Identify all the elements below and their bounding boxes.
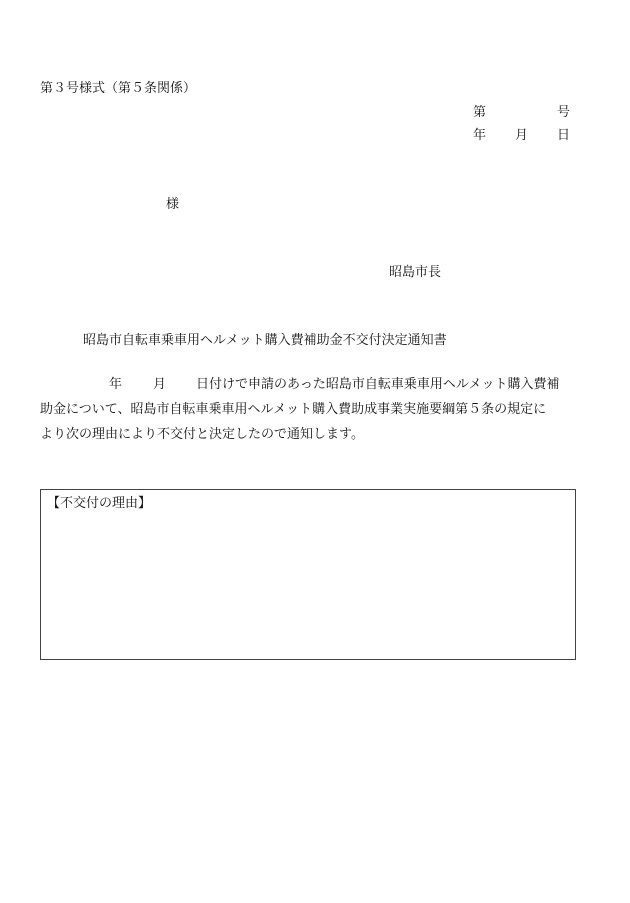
recipient-honorific: 様 — [166, 197, 180, 212]
body-month-unit: 月 — [153, 377, 167, 392]
document-title: 昭島市自転車乗車用ヘルメット購入費補助金不交付決定通知書 — [83, 333, 447, 348]
document-number-suffix: 号 — [557, 105, 571, 120]
date-day-unit: 日 — [557, 128, 571, 143]
date-year-unit: 年 — [473, 128, 487, 143]
form-number-label: 第３号様式（第５条関係） — [40, 81, 197, 96]
date-month-unit: 月 — [515, 128, 529, 143]
reason-heading: 【不交付の理由】 — [47, 496, 152, 511]
body-line-1-text: 日付けで申請のあった昭島市自転車乗車用ヘルメット購入費補 — [196, 377, 560, 392]
reason-box — [40, 489, 576, 660]
body-year-unit: 年 — [109, 377, 123, 392]
body-line-3-text: より次の理由により不交付と決定したので通知します。 — [40, 427, 364, 442]
issuer-name: 昭島市長 — [389, 265, 442, 280]
body-line-2-text: 助金について、昭島市自転車乗車用ヘルメット購入費助成事業実施要綱第５条の規定に — [40, 402, 547, 417]
document-number-prefix: 第 — [473, 105, 487, 120]
